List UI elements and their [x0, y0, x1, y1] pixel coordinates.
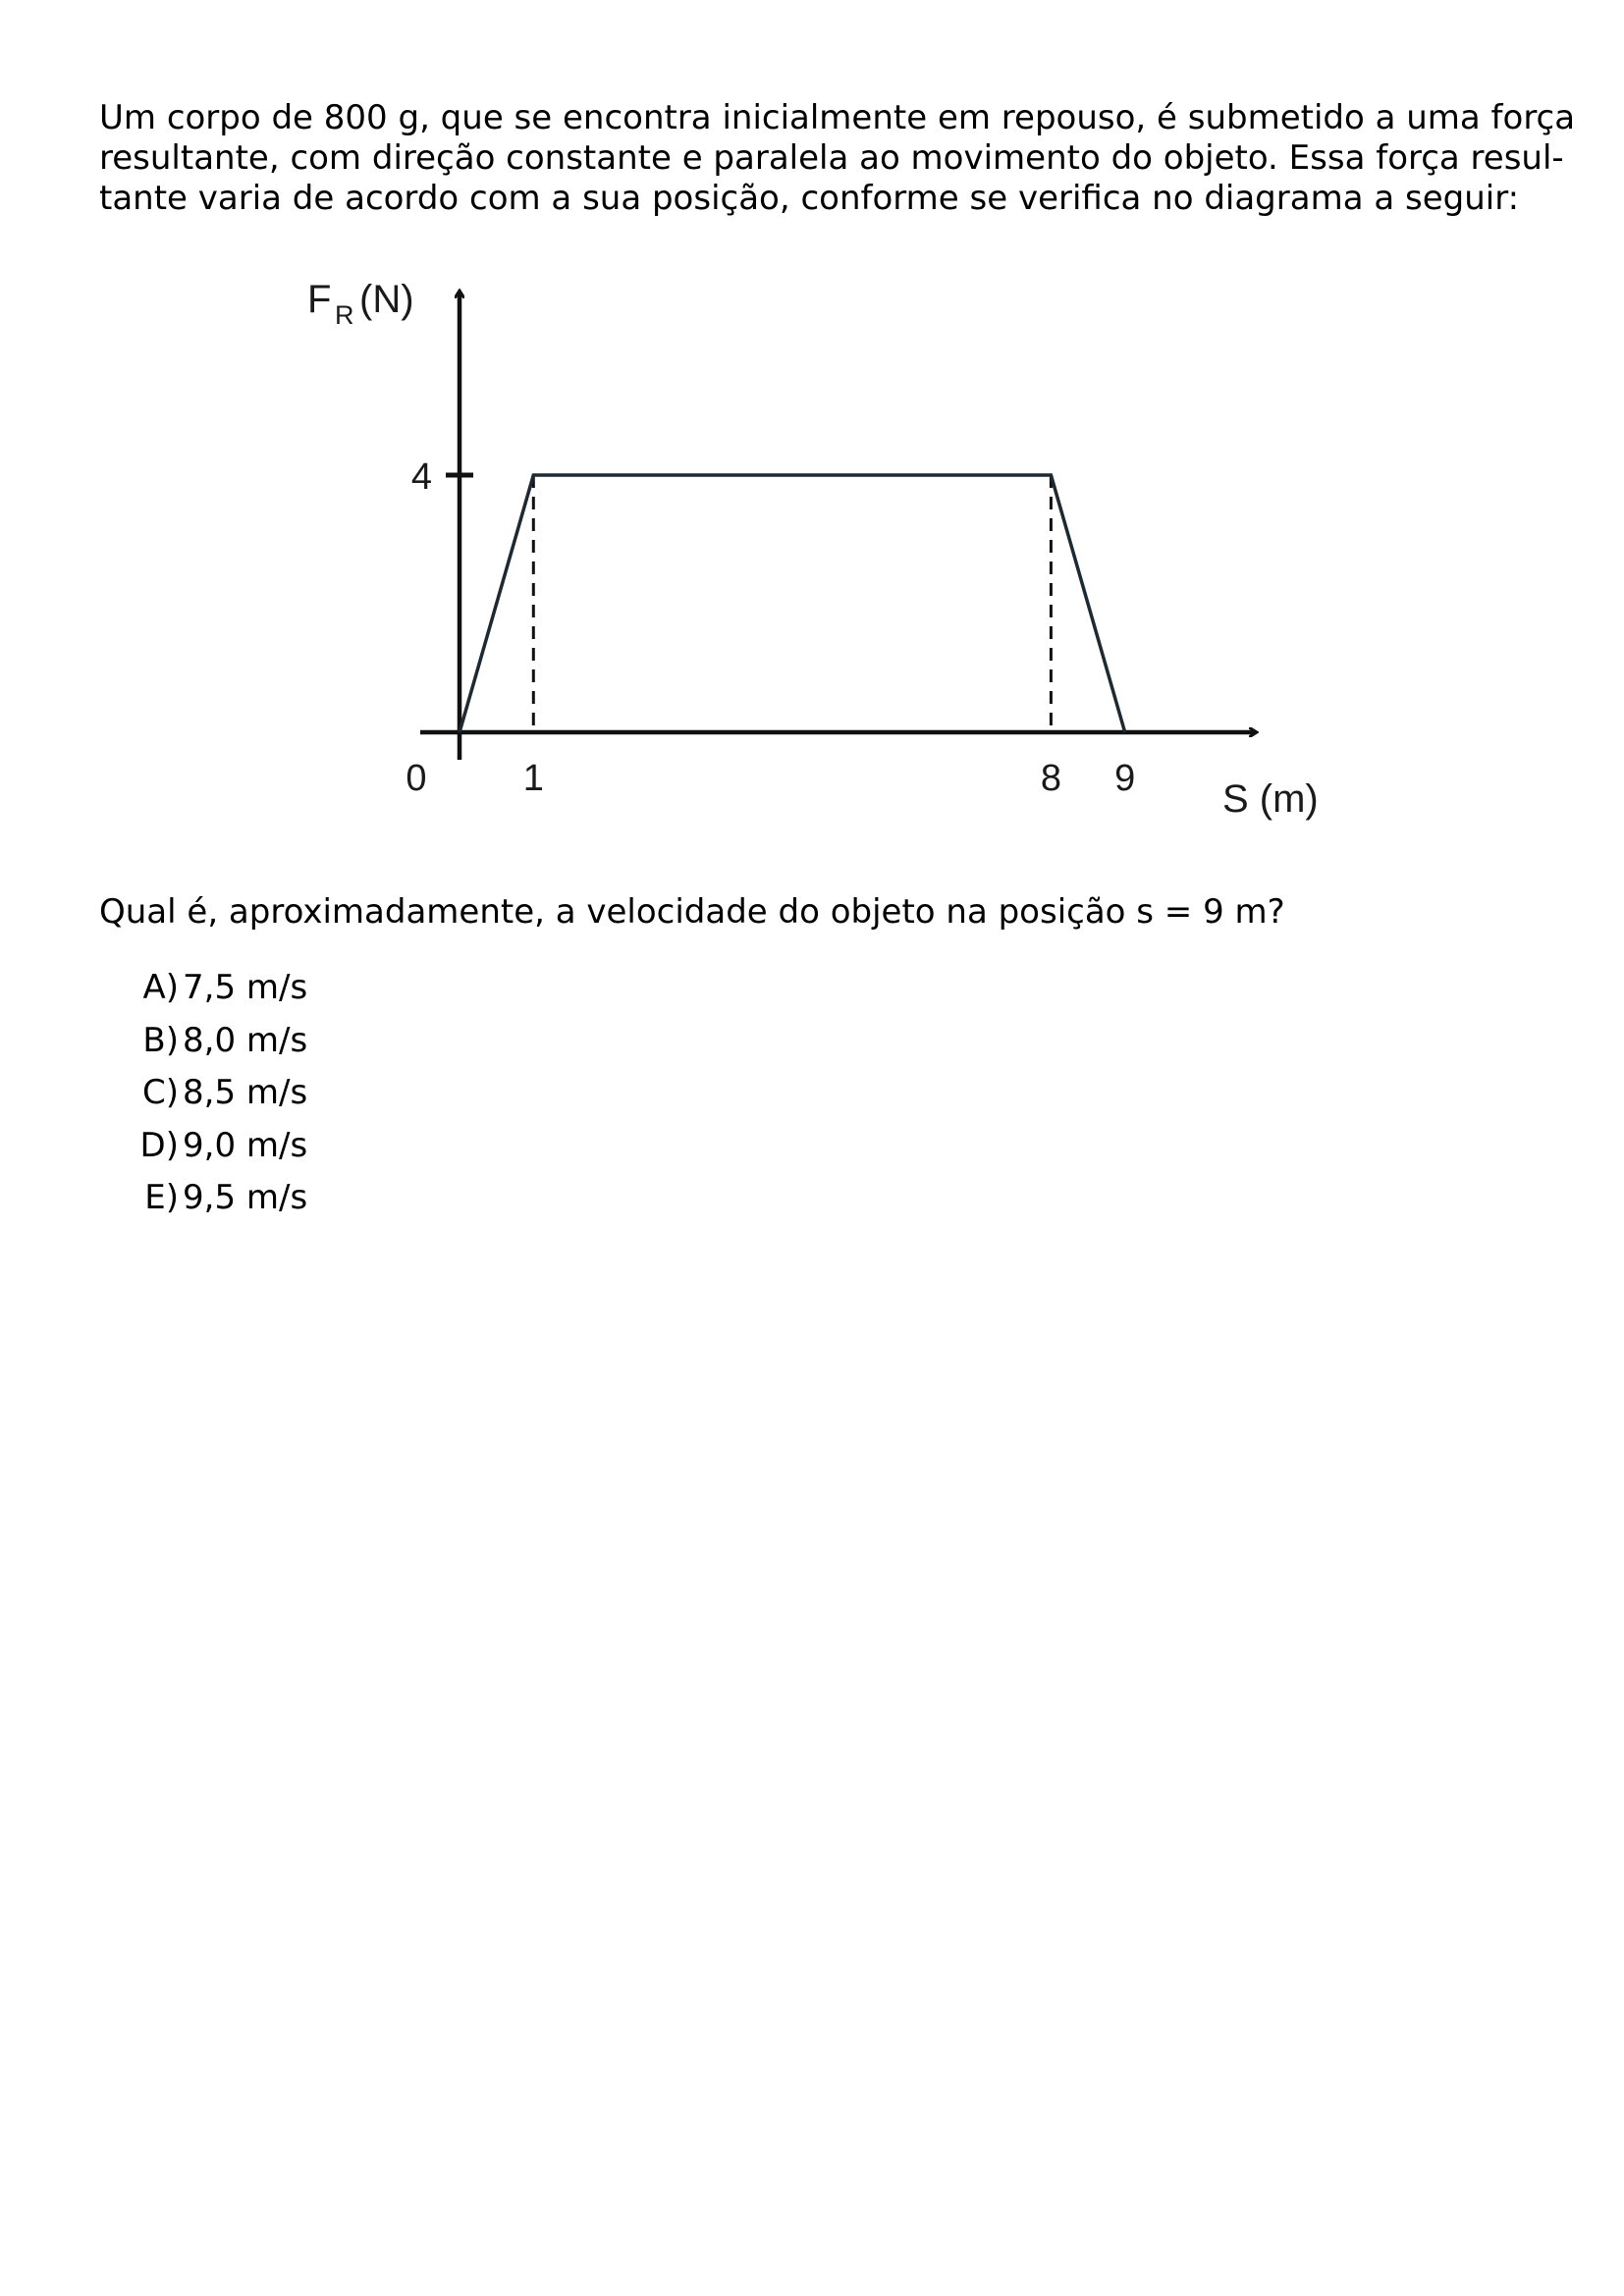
force-curve — [460, 475, 1125, 732]
option-letter: B) — [142, 1020, 179, 1060]
option-text: 9,5 m/s — [183, 1178, 308, 1217]
x-tick-label: 0 — [406, 758, 427, 799]
axes — [420, 293, 1255, 760]
dashed-guides — [533, 475, 1051, 732]
y-axis-label-unit: (N) — [359, 278, 414, 321]
option-d[interactable] — [118, 1124, 307, 1177]
option-c[interactable] — [118, 1071, 307, 1124]
option-text: 9,0 m/s — [183, 1125, 308, 1165]
option-text: 8,5 m/s — [183, 1073, 308, 1112]
y-axis-label-main: F — [307, 278, 332, 321]
option-text: 8,0 m/s — [183, 1020, 308, 1060]
problem-statement — [99, 98, 1576, 219]
question-text: Qual é, aproximadamente, a velocidade do objeto na posição s = 9 m? — [99, 892, 1285, 932]
statement-line: Um corpo de 800 g, que se encontra inicialmente em repouso, é submetido a uma força — [99, 98, 1576, 137]
option-letter: A) — [142, 968, 179, 1007]
y-axis-label-subscript: R — [335, 300, 354, 330]
x-tick-label: 1 — [522, 758, 544, 799]
option-letter: C) — [141, 1073, 179, 1112]
force-position-chart — [295, 265, 1355, 825]
y-axis-label — [307, 278, 414, 330]
option-a[interactable] — [118, 966, 307, 1019]
tick-labels — [406, 456, 1135, 799]
x-axis-label: S (m) — [1222, 777, 1319, 821]
option-letter: D) — [139, 1125, 179, 1165]
option-letter: E) — [144, 1178, 179, 1217]
option-e[interactable] — [118, 1176, 307, 1229]
option-b[interactable] — [118, 1019, 307, 1072]
x-tick-label: 9 — [1114, 758, 1136, 799]
answer-options — [118, 966, 307, 1229]
x-tick-label: 8 — [1040, 758, 1061, 799]
y-tick-label: 4 — [410, 456, 432, 498]
statement-line: resultante, com direção constante e paralela ao movimento do objeto. Essa força resul- — [99, 138, 1564, 178]
option-text: 7,5 m/s — [183, 968, 308, 1007]
statement-line: tante varia de acordo com a sua posição, conforme se verifica no diagrama a seguir: — [99, 179, 1520, 218]
data-series — [460, 475, 1125, 732]
